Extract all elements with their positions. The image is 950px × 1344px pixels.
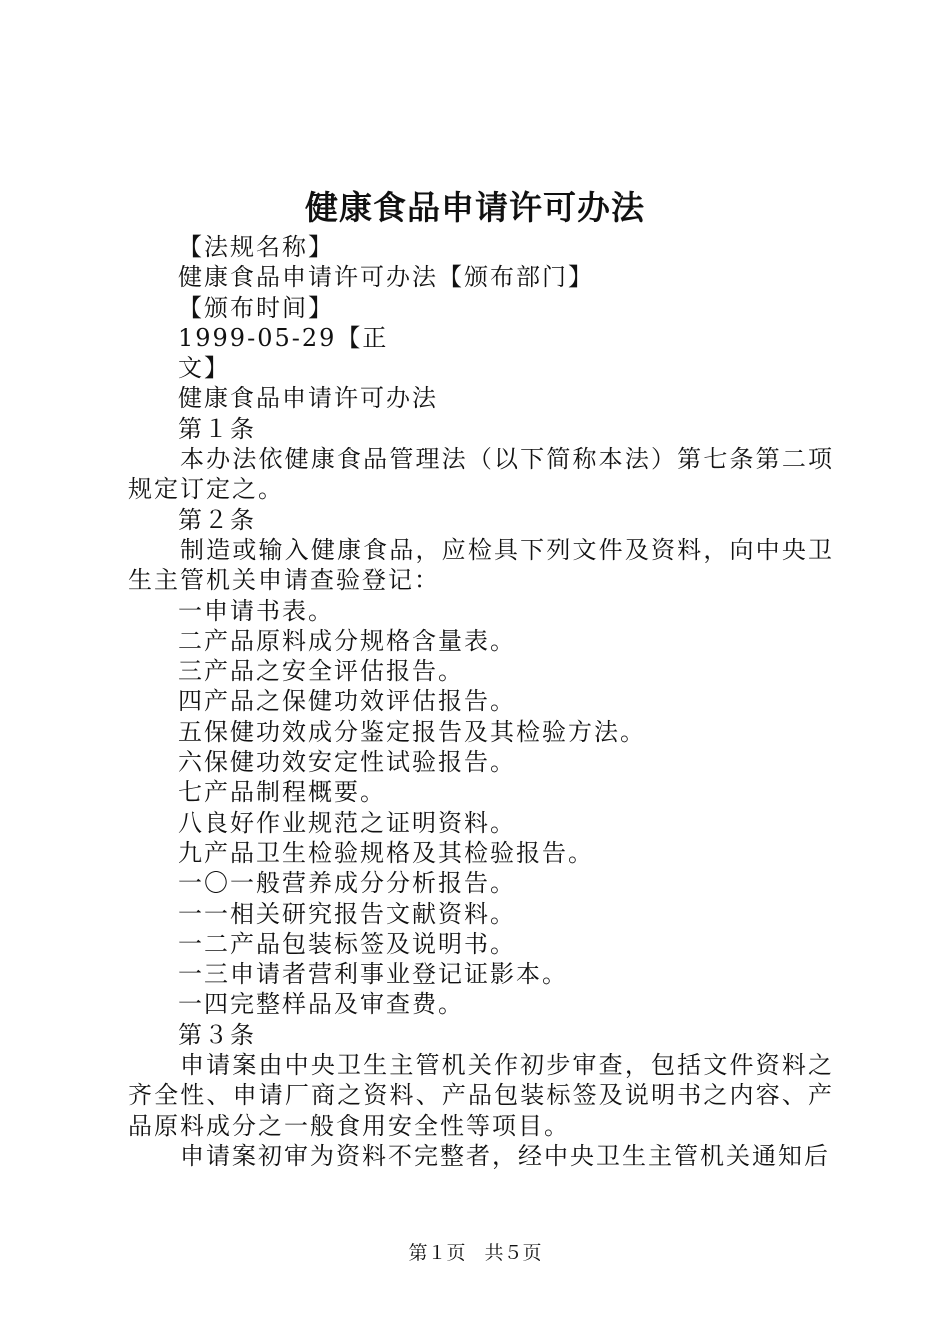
body-line: 第３条 — [178, 1020, 256, 1049]
body-line: 一二产品包装标签及说明书。 — [178, 929, 516, 958]
body-line: 健康食品申请许可办法【颁布部门】 — [178, 263, 594, 292]
body-line: 二产品原料成分规格含量表。 — [178, 626, 516, 655]
page-footer: 第１页 共５页 — [408, 1242, 542, 1264]
body-paragraph: 申请案初审为资料不完整者，经中央卫生主管机关通知后 — [180, 1141, 830, 1170]
body-line: 文】 — [178, 354, 230, 383]
body-line: 【颁布时间】 — [178, 293, 334, 322]
body-line: 一申请书表。 — [178, 596, 334, 625]
body-line: 七产品制程概要。 — [178, 778, 386, 807]
document-title: 健康食品申请许可办法 — [305, 188, 645, 227]
document-body — [128, 232, 834, 1171]
body-line: 三产品之安全评估报告。 — [178, 657, 464, 686]
body-line: 四产品之保健功效评估报告。 — [178, 687, 516, 716]
body-paragraph: 制造或输入健康食品，应检具下列文件及资料，向中央卫生主管机关申请查验登记： — [128, 535, 834, 595]
body-line: 一〇一般营养成分分析报告。 — [178, 869, 516, 898]
body-line: 一四完整样品及审查费。 — [178, 990, 464, 1019]
body-line: 1999-05-29【正 — [178, 323, 389, 352]
body-paragraph: 本办法依健康食品管理法（以下简称本法）第七条第二项规定订定之。 — [128, 445, 834, 504]
body-line: 健康食品申请许可办法 — [178, 384, 438, 413]
body-line: 【法规名称】 — [178, 233, 334, 261]
body-line: 六保健功效安定性试验报告。 — [178, 748, 516, 777]
body-line: 一一相关研究报告文献资料。 — [178, 899, 516, 928]
body-line: 九产品卫生检验规格及其检验报告。 — [178, 838, 594, 867]
body-paragraph: 申请案由中央卫生主管机关作初步审查，包括文件资料之齐全性、申请厂商之资料、产品包装标签及说明书之内容、产品原料成分之一般食用安全性等项目。 — [128, 1051, 834, 1140]
body-line: 第１条 — [178, 414, 256, 443]
body-line: 八良好作业规范之证明资料。 — [178, 808, 516, 837]
body-line: 一三申请者营利事业登记证影本。 — [178, 960, 568, 989]
body-line: 五保健功效成分鉴定报告及其检验方法。 — [178, 717, 646, 746]
body-line: 第２条 — [178, 505, 256, 534]
